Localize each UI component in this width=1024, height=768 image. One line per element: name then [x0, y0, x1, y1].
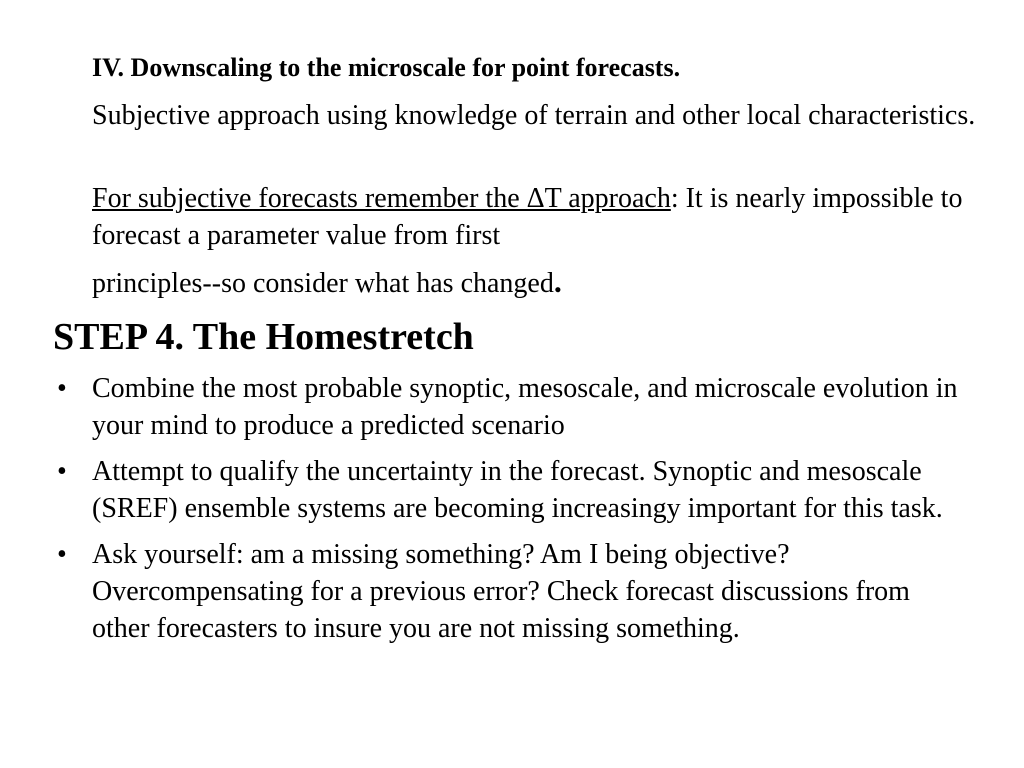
- delta-t-paragraph: [92, 180, 982, 254]
- bullet-text: Attempt to qualify the uncertainty in the forecast. Synoptic and mesoscale (SREF) ensemble systems are becoming increasingy important for this task.: [92, 456, 943, 524]
- principles-paragraph: [92, 263, 982, 302]
- bullet-item-ask-yourself: [0, 536, 972, 647]
- bullet-icon: •: [57, 539, 67, 570]
- delta-t-paragraph-rest: : It is nearly impossible to forecast a parameter value from first: [92, 183, 963, 251]
- step-4-title: STEP 4. The Homestretch: [53, 316, 474, 358]
- bullet-item-uncertainty: [0, 453, 972, 527]
- subjective-approach-paragraph: Subjective approach using knowledge of terrain and other local characteristics.: [92, 100, 976, 131]
- bullet-icon: •: [57, 373, 67, 404]
- bullet-text: Ask yourself: am a missing something? Am I being objective? Overcompensating for a previous error? Check forecast discussions from other forecasters to insure you are not missing something.: [92, 539, 910, 644]
- bullet-list: [0, 370, 1024, 656]
- principles-text: principles--so consider what has changed: [92, 268, 554, 299]
- bullet-item-combine: [0, 370, 972, 444]
- section-heading: IV. Downscaling to the microscale for point forecasts.: [92, 53, 681, 82]
- bullet-text: Combine the most probable synoptic, mesoscale, and microscale evolution in your mind to produce a predicted scenario: [92, 373, 958, 441]
- delta-t-approach-phrase: For subjective forecasts remember the ΔT approach: [92, 183, 671, 214]
- bullet-icon: •: [57, 456, 67, 487]
- principles-period: .: [553, 263, 562, 299]
